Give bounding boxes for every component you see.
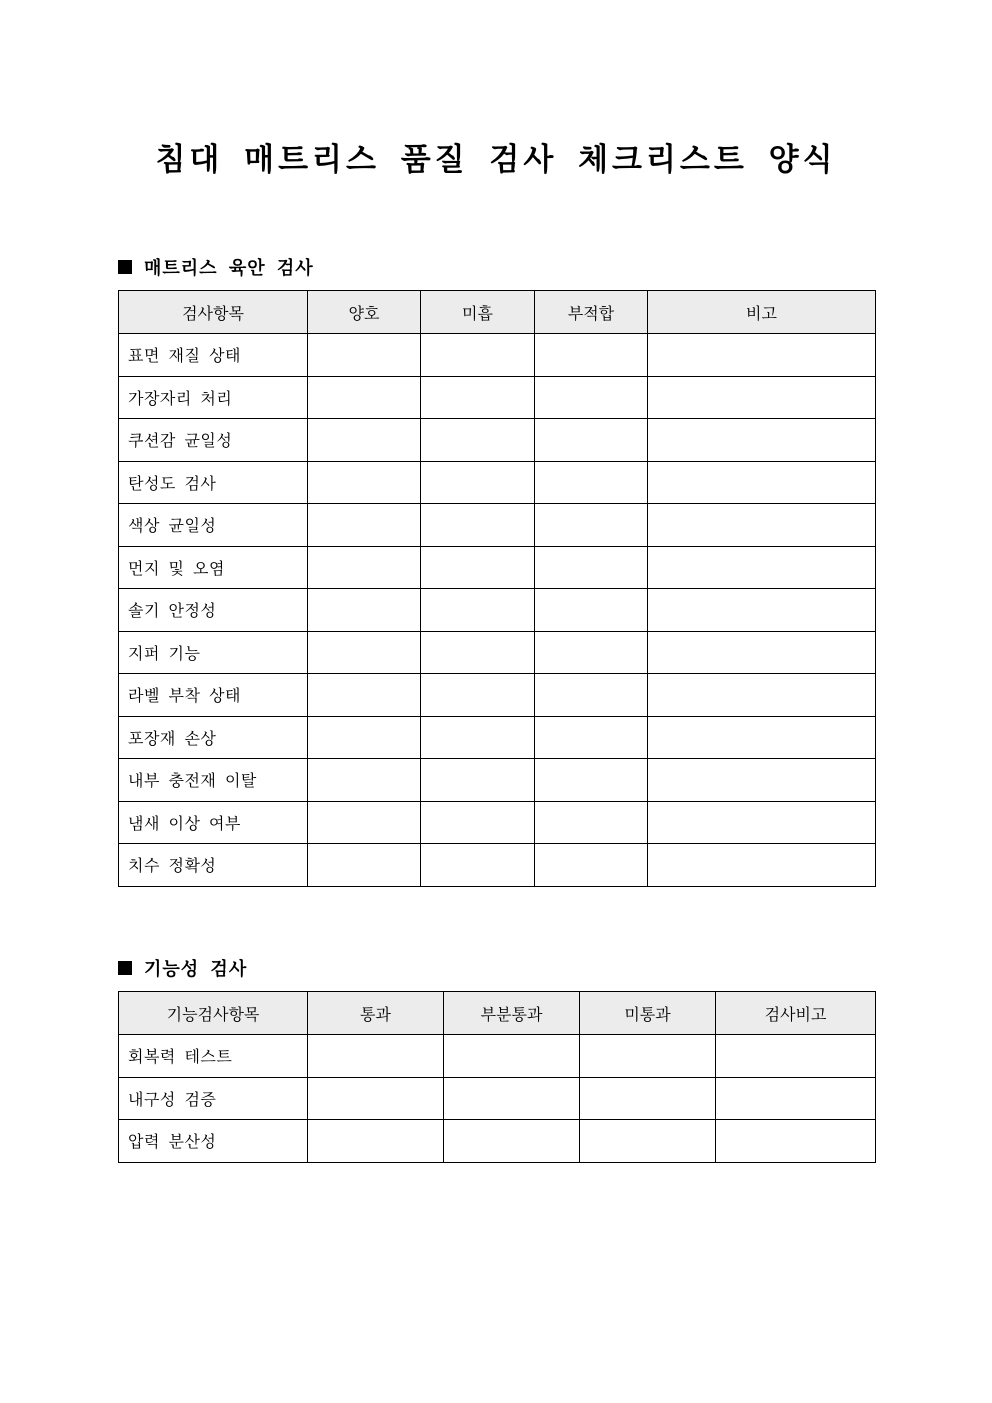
check-cell[interactable] bbox=[648, 716, 876, 759]
table-header-row bbox=[119, 992, 876, 1035]
check-cell[interactable] bbox=[421, 759, 535, 802]
check-cell[interactable] bbox=[308, 844, 421, 887]
check-cell[interactable] bbox=[444, 1077, 580, 1120]
row-label: 내구성 검증 bbox=[119, 1077, 308, 1120]
row-label: 내부 충전재 이탈 bbox=[119, 759, 308, 802]
row-label: 포장재 손상 bbox=[119, 716, 308, 759]
check-cell[interactable] bbox=[308, 376, 421, 419]
table-row bbox=[119, 504, 876, 547]
section-heading-visual-inspection bbox=[118, 254, 314, 280]
check-cell[interactable] bbox=[421, 376, 535, 419]
check-cell[interactable] bbox=[535, 759, 648, 802]
row-label: 회복력 테스트 bbox=[119, 1035, 308, 1078]
row-label: 냄새 이상 여부 bbox=[119, 801, 308, 844]
check-cell[interactable] bbox=[421, 546, 535, 589]
check-cell[interactable] bbox=[308, 1120, 444, 1163]
table-row bbox=[119, 589, 876, 632]
row-label: 라벨 부착 상태 bbox=[119, 674, 308, 717]
check-cell[interactable] bbox=[421, 504, 535, 547]
check-cell[interactable] bbox=[716, 1120, 876, 1163]
column-header: 미흡 bbox=[421, 291, 535, 334]
check-cell[interactable] bbox=[308, 419, 421, 462]
table-row bbox=[119, 1077, 876, 1120]
section-heading-text: 기능성 검사 bbox=[144, 959, 248, 980]
row-label: 지퍼 기능 bbox=[119, 631, 308, 674]
check-cell[interactable] bbox=[308, 334, 421, 377]
section-heading-functional-inspection bbox=[118, 955, 247, 981]
document-title: 침대 매트리스 품질 검사 체크리스트 양식 bbox=[155, 142, 837, 178]
check-cell[interactable] bbox=[648, 844, 876, 887]
table-row bbox=[119, 759, 876, 802]
row-label: 치수 정확성 bbox=[119, 844, 308, 887]
check-cell[interactable] bbox=[580, 1120, 716, 1163]
check-cell[interactable] bbox=[421, 589, 535, 632]
row-label: 먼지 및 오염 bbox=[119, 546, 308, 589]
check-cell[interactable] bbox=[535, 716, 648, 759]
row-label: 압력 분산성 bbox=[119, 1120, 308, 1163]
table-row bbox=[119, 419, 876, 462]
check-cell[interactable] bbox=[308, 801, 421, 844]
check-cell[interactable] bbox=[308, 1035, 444, 1078]
check-cell[interactable] bbox=[648, 461, 876, 504]
check-cell[interactable] bbox=[648, 674, 876, 717]
check-cell[interactable] bbox=[648, 759, 876, 802]
table-row bbox=[119, 844, 876, 887]
check-cell[interactable] bbox=[421, 801, 535, 844]
check-cell[interactable] bbox=[421, 631, 535, 674]
check-cell[interactable] bbox=[308, 546, 421, 589]
column-header: 비고 bbox=[648, 291, 876, 334]
row-label: 쿠션감 균일성 bbox=[119, 419, 308, 462]
check-cell[interactable] bbox=[535, 844, 648, 887]
column-header: 부적합 bbox=[535, 291, 648, 334]
column-header: 미통과 bbox=[580, 992, 716, 1035]
check-cell[interactable] bbox=[444, 1035, 580, 1078]
check-cell[interactable] bbox=[308, 716, 421, 759]
table-row bbox=[119, 376, 876, 419]
check-cell[interactable] bbox=[648, 504, 876, 547]
check-cell[interactable] bbox=[716, 1035, 876, 1078]
functional-inspection-table bbox=[118, 991, 876, 1163]
check-cell[interactable] bbox=[648, 419, 876, 462]
check-cell[interactable] bbox=[308, 589, 421, 632]
row-label: 표면 재질 상태 bbox=[119, 334, 308, 377]
check-cell[interactable] bbox=[421, 844, 535, 887]
visual-inspection-table bbox=[118, 290, 876, 887]
row-label: 가장자리 처리 bbox=[119, 376, 308, 419]
check-cell[interactable] bbox=[535, 376, 648, 419]
row-label: 솔기 안정성 bbox=[119, 589, 308, 632]
check-cell[interactable] bbox=[535, 546, 648, 589]
check-cell[interactable] bbox=[308, 461, 421, 504]
black-square-bullet-icon bbox=[118, 260, 132, 274]
check-cell[interactable] bbox=[648, 376, 876, 419]
table-row bbox=[119, 631, 876, 674]
column-header: 양호 bbox=[308, 291, 421, 334]
check-cell[interactable] bbox=[648, 546, 876, 589]
row-label: 색상 균일성 bbox=[119, 504, 308, 547]
table-row bbox=[119, 1120, 876, 1163]
check-cell[interactable] bbox=[580, 1077, 716, 1120]
check-cell[interactable] bbox=[421, 334, 535, 377]
check-cell[interactable] bbox=[716, 1077, 876, 1120]
check-cell[interactable] bbox=[308, 631, 421, 674]
check-cell[interactable] bbox=[421, 461, 535, 504]
check-cell[interactable] bbox=[421, 419, 535, 462]
check-cell[interactable] bbox=[648, 589, 876, 632]
check-cell[interactable] bbox=[535, 674, 648, 717]
check-cell[interactable] bbox=[535, 631, 648, 674]
check-cell[interactable] bbox=[535, 419, 648, 462]
table-row bbox=[119, 546, 876, 589]
check-cell[interactable] bbox=[308, 674, 421, 717]
table-row bbox=[119, 674, 876, 717]
table-row bbox=[119, 1035, 876, 1078]
check-cell[interactable] bbox=[648, 631, 876, 674]
table-row bbox=[119, 461, 876, 504]
check-cell[interactable] bbox=[535, 461, 648, 504]
check-cell[interactable] bbox=[535, 504, 648, 547]
row-label: 탄성도 검사 bbox=[119, 461, 308, 504]
table-row bbox=[119, 716, 876, 759]
check-cell[interactable] bbox=[648, 801, 876, 844]
check-cell[interactable] bbox=[648, 334, 876, 377]
check-cell[interactable] bbox=[421, 674, 535, 717]
check-cell[interactable] bbox=[535, 334, 648, 377]
table-row bbox=[119, 334, 876, 377]
check-cell[interactable] bbox=[535, 589, 648, 632]
section-heading-text: 매트리스 육안 검사 bbox=[144, 258, 314, 279]
column-header: 부분통과 bbox=[444, 992, 580, 1035]
black-square-bullet-icon bbox=[118, 961, 132, 975]
check-cell[interactable] bbox=[535, 801, 648, 844]
column-header: 검사비고 bbox=[716, 992, 876, 1035]
check-cell[interactable] bbox=[580, 1035, 716, 1078]
check-cell[interactable] bbox=[421, 716, 535, 759]
check-cell[interactable] bbox=[308, 504, 421, 547]
check-cell[interactable] bbox=[308, 759, 421, 802]
column-header: 기능검사항목 bbox=[119, 992, 308, 1035]
check-cell[interactable] bbox=[444, 1120, 580, 1163]
check-cell[interactable] bbox=[308, 1077, 444, 1120]
table-row bbox=[119, 801, 876, 844]
table-header-row bbox=[119, 291, 876, 334]
column-header: 통과 bbox=[308, 992, 444, 1035]
column-header: 검사항목 bbox=[119, 291, 308, 334]
